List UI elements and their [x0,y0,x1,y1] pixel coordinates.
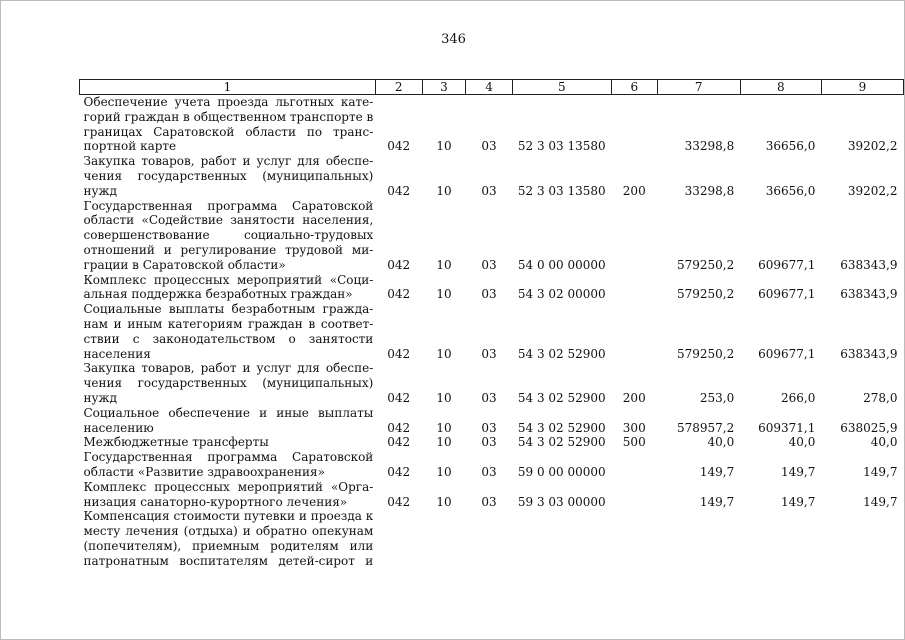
cell-col-3: 10 [436,390,452,405]
cell-col-6: 500 [622,435,646,450]
description-line: ствии с законодательством о занятости [83,331,374,346]
cell-col-2: 042 [387,494,411,509]
description-line: грации в Саратовской области» [83,257,286,272]
cell-col-6 [611,199,657,273]
cell-col-9: 638025,9 [840,420,898,435]
cell-col-8: 266,0 [781,390,816,405]
description-line: нужд [83,390,117,405]
cell-col-8: 609677,1 [758,287,816,302]
cell-col-8: 609677,1 [758,257,816,272]
description-line: Компенсация стоимости путевки и проезда к [83,509,374,524]
row-description [80,302,376,361]
cell-col-5: 54 3 02 00000 [517,287,606,302]
cell-col-8: 36656,0 [765,139,816,154]
cell-col-7: 579250,2 [676,287,735,302]
cell-col-7: 149,7 [699,464,735,479]
cell-col-9: 638343,9 [840,287,898,302]
row-description [80,154,376,198]
description-line: Комплекс процессных мероприятий «Орга- [83,479,374,494]
cell-col-8: 40,0 [788,435,816,450]
row-description [80,435,376,450]
row-description [80,199,376,273]
description-line: низация санаторно-курортного лечения» [83,494,348,509]
description-line: Закупка товаров, работ и услуг для обеспе- [83,361,374,376]
cell-col-4: 03 [481,257,497,272]
cell-col-7 [657,509,740,568]
cell-col-3: 10 [436,139,452,154]
table-row [80,509,904,568]
cell-col-9: 39202,2 [847,183,898,198]
cell-col-3: 10 [436,420,452,435]
column-header-7: 7 [657,80,740,95]
cell-col-5: 54 3 02 52900 [517,346,606,361]
cell-col-8: 609677,1 [758,346,816,361]
cell-col-2: 042 [387,420,411,435]
cell-col-8: 609371,1 [758,420,816,435]
cell-col-5: 54 3 02 52900 [517,390,606,405]
description-line: области «Содействие занятости населения, [83,213,374,228]
table-body [80,95,904,569]
description-line: населения [83,346,151,361]
row-description [80,361,376,405]
cell-col-3: 10 [436,346,452,361]
cell-col-3: 10 [436,464,452,479]
column-number-header-row [80,80,904,95]
cell-col-7: 253,0 [699,390,735,405]
cell-col-4: 03 [481,435,497,450]
cell-col-2: 042 [387,346,411,361]
table-row [80,450,904,480]
cell-col-5 [512,509,611,568]
cell-col-2: 042 [387,287,411,302]
cell-col-7: 578957,2 [676,420,735,435]
cell-col-6 [611,95,657,155]
table-row [80,199,904,273]
row-description [80,273,376,303]
row-description [80,509,376,568]
table-row [80,480,904,510]
description-line: нам и иным категориям граждан в соответ- [83,316,374,331]
cell-col-4: 03 [481,494,497,509]
description-line: чения государственных (муниципальных) [83,376,374,391]
cell-col-9 [821,509,903,568]
cell-col-4: 03 [481,183,497,198]
cell-col-4: 03 [481,139,497,154]
cell-col-7: 40,0 [707,435,735,450]
cell-col-9: 638343,9 [840,346,898,361]
column-header-9: 9 [821,80,903,95]
table-row [80,302,904,361]
table-row [80,406,904,436]
cell-col-5: 52 3 03 13580 [517,139,606,154]
description-line: Государственная программа Саратовской [83,450,374,465]
description-line: патронатным воспитателям детей-сирот и [83,553,374,568]
column-header-4: 4 [466,80,512,95]
description-line: горий граждан в общественном транспорте в [83,109,374,124]
cell-col-2: 042 [387,435,411,450]
cell-col-5: 52 3 03 13580 [517,183,606,198]
description-line: Социальное обеспечение и иные выплаты [83,405,374,420]
cell-col-5: 54 3 02 52900 [517,420,606,435]
row-description [80,480,376,510]
cell-col-3: 10 [436,494,452,509]
cell-col-3: 10 [436,257,452,272]
cell-col-4: 03 [481,390,497,405]
cell-col-6: 300 [622,420,646,435]
cell-col-2 [375,509,422,568]
cell-col-8: 149,7 [781,494,816,509]
column-header-8: 8 [740,80,821,95]
cell-col-2: 042 [387,139,411,154]
cell-col-8: 149,7 [781,464,816,479]
cell-col-7: 33298,8 [684,139,735,154]
cell-col-8 [740,509,821,568]
cell-col-7: 579250,2 [676,346,735,361]
table-row [80,435,904,450]
cell-col-4: 03 [481,420,497,435]
cell-col-4: 03 [481,346,497,361]
column-header-1: 1 [80,80,376,95]
cell-col-2: 042 [387,183,411,198]
description-line: совершенствование социально-трудовых [83,228,374,243]
cell-col-5: 59 0 00 00000 [517,464,606,479]
cell-col-5: 59 3 03 00000 [517,494,606,509]
cell-col-9: 149,7 [863,494,898,509]
cell-col-6 [611,273,657,303]
cell-col-5: 54 0 00 00000 [517,257,606,272]
description-line: (попечителям), приемным родителям или [83,538,374,553]
description-line: чения государственных (муниципальных) [83,168,374,183]
row-description [80,406,376,436]
description-line: отношений и регулирование трудовой ми- [83,242,374,257]
table-row [80,273,904,303]
description-line: Комплекс процессных мероприятий «Соци- [83,272,374,287]
table-row [80,154,904,198]
description-line: месту лечения (отдыха) и обратно опекунам [83,524,374,539]
description-line: границах Саратовской области по транс- [83,124,374,139]
cell-col-9: 39202,2 [847,139,898,154]
budget-table [79,79,904,569]
cell-col-9: 40,0 [870,435,898,450]
description-line: портной карте [83,139,177,154]
cell-col-6 [611,480,657,510]
cell-col-9: 278,0 [863,390,898,405]
row-description [80,95,376,155]
description-line: Обеспечение учета проезда льготных кате- [83,95,374,109]
cell-col-8: 36656,0 [765,183,816,198]
cell-col-3 [422,509,466,568]
cell-col-4: 03 [481,464,497,479]
cell-col-6: 200 [622,183,646,198]
cell-col-4: 03 [481,287,497,302]
page-number: 346 [441,32,466,47]
description-line: области «Развитие здравоохранения» [83,464,325,479]
cell-col-3: 10 [436,435,452,450]
description-line: населению [83,420,154,435]
cell-col-7: 579250,2 [676,257,735,272]
cell-col-4 [466,509,512,568]
cell-col-2: 042 [387,464,411,479]
description-line: Закупка товаров, работ и услуг для обеспе- [83,154,374,169]
row-description [80,450,376,480]
cell-col-2: 042 [387,257,411,272]
description-line: Государственная программа Саратовской [83,198,374,213]
cell-col-5: 54 3 02 52900 [517,435,606,450]
description-line: Межбюджетные трансферты [83,435,269,450]
column-header-2: 2 [375,80,422,95]
column-header-6: 6 [611,80,657,95]
cell-col-6 [611,509,657,568]
cell-col-7: 149,7 [699,494,735,509]
description-line: альная поддержка безработных граждан» [83,287,353,302]
cell-col-3: 10 [436,183,452,198]
cell-col-3: 10 [436,287,452,302]
table-row [80,361,904,405]
column-header-5: 5 [512,80,611,95]
cell-col-7: 33298,8 [684,183,735,198]
description-line: нужд [83,183,117,198]
table-row [80,95,904,155]
description-line: Социальные выплаты безработным гражда- [83,302,374,317]
cell-col-6 [611,450,657,480]
cell-col-2: 042 [387,390,411,405]
cell-col-6 [611,302,657,361]
cell-col-6: 200 [622,390,646,405]
column-header-3: 3 [422,80,466,95]
cell-col-9: 638343,9 [840,257,898,272]
cell-col-9: 149,7 [863,464,898,479]
